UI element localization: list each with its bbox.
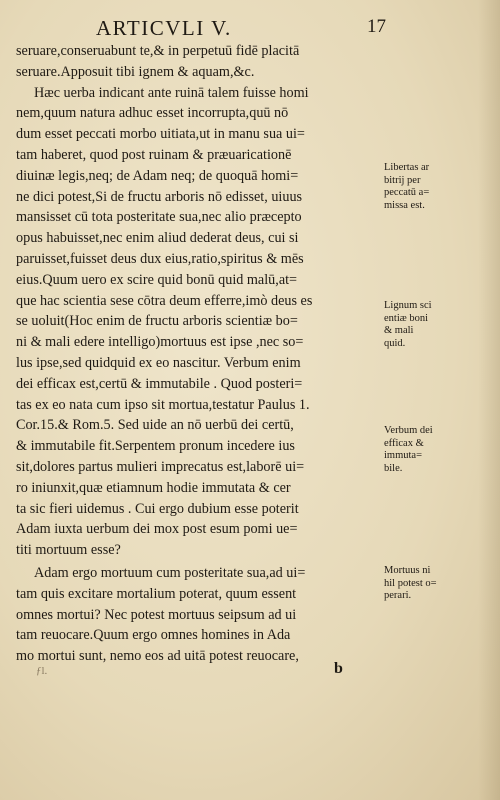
marginal-note-libertas xyxy=(384,162,496,212)
marginal-note-line: bitrij per xyxy=(384,174,421,186)
marginal-note-lignum xyxy=(384,300,496,350)
text-line: Adam iuxta uerbum dei mox post esum pomi ue= xyxy=(16,521,298,538)
marginal-note-line: Libertas ar xyxy=(384,162,430,173)
text-line: titi mortuum esse? xyxy=(16,542,121,559)
text-line: paruisset,fuisset deus dux eius,ratio,spiritus & mēs xyxy=(16,250,304,267)
signature-mark: b xyxy=(334,660,343,677)
text-line: diuinæ legis,neq; de Adam neq; de quoquā homi= xyxy=(16,167,299,184)
text-line: tam haberet, quod post ruinam & præuaricationē xyxy=(16,146,292,163)
text-line: lus ipse,sed quidquid ex eo nascitur. Verbum enim xyxy=(16,354,301,371)
main-text-block xyxy=(16,41,382,667)
text-line: nem,quum natura adhuc esset incorrupta,quū nō xyxy=(16,105,289,122)
text-line: Cor.15.& Rom.5. Sed uide an nō uerbū dei certū, xyxy=(16,417,294,434)
marginal-note-line: Mortuus ni xyxy=(384,565,431,576)
faint-foot-mark: ƒl. xyxy=(36,665,48,677)
marginal-note-line: Verbum dei xyxy=(384,425,433,436)
text-line: tam reuocare.Quum ergo omnes homines in Ada xyxy=(16,627,291,644)
text-line: tas ex eo nata cum ipso sit mortua,testatur Paulus 1. xyxy=(16,396,310,413)
marginal-note-mortuus xyxy=(384,565,496,603)
marginal-note-line: entiæ boni xyxy=(384,312,429,324)
text-line: ro iniunxit,quæ etiamnum hodie immutata & cer xyxy=(16,479,291,496)
marginal-note-line: & mali xyxy=(384,325,414,336)
text-line: omnes mortui? Nec potest mortuus seipsum ad ui xyxy=(16,606,297,623)
marginal-note-line: peccatū a= xyxy=(384,187,430,198)
running-title: ARTICVLI V. xyxy=(96,16,232,40)
text-line: seruare.Apposuit tibi ignem & aquam,&c. xyxy=(16,63,255,80)
marginal-note-line: missa est. xyxy=(384,199,425,211)
text-line: seruare,conseruabunt te,& in perpetuū fidē placitā xyxy=(16,43,300,59)
marginal-note-verbum xyxy=(384,425,496,475)
text-line: & immutabile fit.Serpentem pronum incedere ius xyxy=(16,438,295,455)
text-line: mansisset cū tota posteritate sua,nec alio præcepto xyxy=(16,209,302,226)
text-line: mo mortui sunt, nemo eos ad uitā potest reuocare, xyxy=(16,648,299,665)
text-line: dei efficax est,certū & immutabile . Quod posteri= xyxy=(16,375,303,392)
text-line: eius.Quum uero ex scire quid bonū quid malū,at= xyxy=(16,271,298,288)
folio-number: 17 xyxy=(367,16,386,37)
text-line: tam quis excitare mortalium poterat, quum essent xyxy=(16,585,297,602)
marginal-note-line: quid. xyxy=(384,337,406,349)
marginal-note-line: hil potest o= xyxy=(384,577,437,589)
text-line: ne dici potest,Si de fructu arboris nō edisset, uiuus xyxy=(16,188,303,205)
text-line: que hac scientia sese cōtra deum efferre,imò deus es xyxy=(16,292,313,309)
text-line: dum esset peccati morbo uitiata,ut in manu sua ui= xyxy=(16,126,305,143)
text-line: se uoluit(Hoc enim de fructu arboris scientiæ bo= xyxy=(16,313,298,330)
marginal-note-line: immuta= xyxy=(384,450,423,461)
page-edge-shadow xyxy=(478,0,500,800)
marginal-note-line: efficax & xyxy=(384,437,424,449)
text-line: Hæc uerba indicant ante ruinā talem fuisse homi xyxy=(34,84,309,101)
text-line: ni & mali edere intelligo)mortuus est ipse ,nec so= xyxy=(16,334,304,351)
text-line: opus habuisset,nec enim aliud dederat deus, cui si xyxy=(16,230,299,247)
marginal-note-line: bile. xyxy=(384,462,403,474)
text-line: ta sic fieri uidemus . Cui ergo dubium esse poterit xyxy=(16,500,299,517)
marginal-note-line: perari. xyxy=(384,590,412,601)
text-line: sit,dolores partus mulieri imprecatus est,laborē ui= xyxy=(16,458,305,475)
text-line: Adam ergo mortuum cum posteritate sua,ad ui= xyxy=(34,564,306,581)
marginal-note-line: Lignum sci xyxy=(384,300,432,311)
